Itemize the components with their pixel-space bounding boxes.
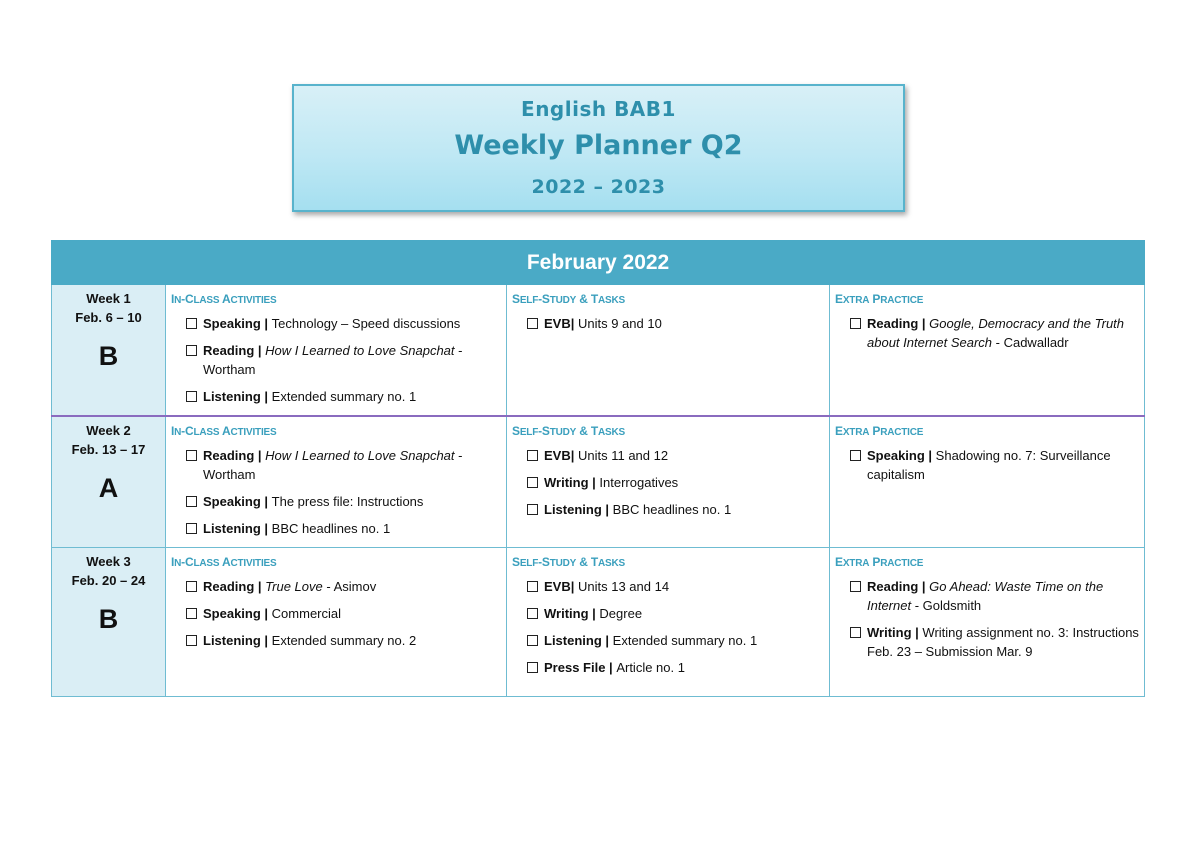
- checkbox[interactable]: [186, 496, 197, 507]
- extra-practice-list: [830, 314, 1144, 352]
- task-item: [507, 631, 829, 650]
- task-author: - Asimov: [322, 579, 377, 594]
- checkbox[interactable]: [186, 608, 197, 619]
- task-item: [166, 387, 506, 406]
- in-class-activities-list: [166, 314, 506, 406]
- checkbox[interactable]: [186, 450, 197, 461]
- self-study-tasks-heading: SELF-STUDY & TASKS: [512, 555, 626, 569]
- task-label: Writing: [544, 606, 589, 621]
- in-class-activities-cell: [166, 285, 507, 416]
- checkbox[interactable]: [527, 450, 538, 461]
- task-item: [166, 577, 506, 596]
- checkbox[interactable]: [186, 345, 197, 356]
- task-author: - Cadwalladr: [992, 335, 1069, 350]
- task-text: Units 11 and 12: [577, 447, 669, 463]
- extra-practice-heading: EXTRA PRACTICE: [835, 292, 924, 306]
- course-title: English BAB1: [521, 97, 676, 121]
- task-item: [507, 446, 829, 465]
- task-separator: |: [260, 493, 272, 509]
- task-title: Google, Democracy and the Truth about Internet Search: [867, 316, 1125, 350]
- extra-practice-cell: [830, 285, 1145, 416]
- task-label: Listening: [544, 633, 602, 648]
- task-separator: |: [601, 501, 613, 517]
- in-class-activities-heading: IN-CLASS ACTIVITIES: [171, 423, 277, 438]
- task-text: Units 13 and 14: [577, 579, 670, 594]
- checkbox[interactable]: [186, 523, 197, 534]
- task-separator: |: [260, 389, 272, 404]
- task-label: Listening: [203, 389, 261, 404]
- task-item: [507, 577, 829, 596]
- extra-practice-heading: EXTRA PRACTICE: [835, 423, 924, 438]
- extra-practice-list: [830, 446, 1144, 484]
- task-separator: |: [588, 474, 600, 490]
- task-separator: |: [260, 606, 272, 621]
- self-study-tasks-cell: [507, 285, 830, 416]
- task-item: [507, 473, 829, 492]
- task-separator: |: [924, 447, 936, 463]
- week-dates: Feb. 20 – 24: [71, 573, 146, 588]
- checkbox[interactable]: [527, 635, 538, 646]
- extra-practice-heading: EXTRA PRACTICE: [835, 555, 924, 569]
- task-separator: |: [254, 343, 266, 358]
- task-author: - Goldsmith: [911, 598, 982, 613]
- checkbox[interactable]: [527, 608, 538, 619]
- task-label: Reading: [867, 579, 919, 594]
- task-separator: |: [918, 316, 930, 331]
- task-label: EVB: [544, 447, 571, 463]
- week-number: Week 2: [86, 422, 131, 438]
- task-text: Extended summary no. 1: [271, 389, 417, 404]
- task-separator: |: [601, 633, 613, 648]
- planner-title-box: [292, 84, 905, 212]
- checkbox[interactable]: [850, 318, 861, 329]
- task-label: Speaking: [867, 447, 925, 463]
- checkbox[interactable]: [527, 318, 538, 329]
- task-title: How I Learned to Love Snapchat: [265, 343, 455, 358]
- task-item: [507, 604, 829, 623]
- task-label: Reading: [203, 579, 255, 594]
- task-separator: |: [254, 579, 266, 594]
- week-letter: A: [98, 472, 119, 503]
- task-label: Speaking: [203, 606, 261, 621]
- task-item: [830, 314, 1144, 352]
- task-text: Writing assignment no. 3: Instructions Feb. 23 – Submission Mar. 9: [867, 625, 1139, 659]
- checkbox[interactable]: [527, 504, 538, 515]
- week-number: Week 3: [86, 554, 131, 569]
- week-number: Week 1: [86, 291, 131, 306]
- in-class-activities-cell: [166, 548, 507, 697]
- in-class-activities-cell: [166, 416, 507, 548]
- week-letter: B: [98, 341, 119, 371]
- task-text: Extended summary no. 2: [271, 633, 417, 648]
- extra-practice-list: [830, 577, 1144, 661]
- extra-practice-cell: [830, 548, 1145, 697]
- weekly-planner-table: [51, 240, 1145, 697]
- task-author: - Wortham: [203, 343, 463, 377]
- task-separator: |: [260, 633, 272, 648]
- task-label: Listening: [203, 633, 261, 648]
- academic-year: 2022 – 2023: [531, 176, 666, 198]
- task-separator: |: [605, 660, 617, 675]
- task-item: [507, 500, 829, 519]
- task-label: Reading: [203, 447, 255, 463]
- task-text: Extended summary no. 1: [612, 633, 758, 648]
- task-title: True Love: [265, 579, 323, 594]
- week-dates: Feb. 6 – 10: [75, 310, 142, 325]
- week-row: [52, 285, 1145, 416]
- task-title: How I Learned to Love Snapchat: [265, 447, 455, 463]
- task-text: Technology – Speed discussions: [271, 316, 461, 331]
- task-label: Reading: [203, 343, 255, 358]
- in-class-activities-heading: IN-CLASS ACTIVITIES: [171, 555, 277, 569]
- task-separator: |: [570, 316, 578, 331]
- checkbox[interactable]: [186, 581, 197, 592]
- extra-practice-cell: [830, 416, 1145, 548]
- task-separator: |: [570, 579, 578, 594]
- month-header: February 2022: [52, 241, 1145, 285]
- self-study-tasks-cell: [507, 416, 830, 548]
- task-text: BBC headlines no. 1: [612, 501, 732, 517]
- week-row: [52, 548, 1145, 697]
- task-separator: |: [918, 579, 930, 594]
- task-item: [166, 314, 506, 333]
- self-study-tasks-heading: SELF-STUDY & TASKS: [512, 292, 626, 306]
- task-text: BBC headlines no. 1: [271, 520, 391, 536]
- task-text: The press file: Instructions: [271, 493, 424, 509]
- task-item: [166, 446, 506, 484]
- task-item: [507, 314, 829, 333]
- checkbox[interactable]: [186, 391, 197, 402]
- task-separator: |: [570, 447, 578, 463]
- task-label: Speaking: [203, 316, 261, 331]
- self-study-tasks-list: [507, 446, 829, 519]
- in-class-activities-list: [166, 577, 506, 650]
- week-row: [52, 416, 1145, 548]
- task-label: Writing: [867, 625, 912, 640]
- task-label: Press File: [544, 660, 606, 675]
- planner-title: Weekly Planner Q2: [454, 130, 743, 161]
- task-separator: |: [260, 316, 272, 331]
- task-item: [507, 658, 829, 677]
- week-letter: B: [98, 604, 119, 634]
- week-cell: [52, 548, 166, 697]
- week-cell: [52, 416, 166, 548]
- task-label: Writing: [544, 474, 589, 490]
- task-separator: |: [260, 520, 272, 536]
- task-label: Speaking: [203, 493, 261, 509]
- in-class-activities-heading: IN-CLASS ACTIVITIES: [171, 292, 277, 306]
- task-label: EVB: [544, 579, 571, 594]
- task-text: Shadowing no. 7: Surveillance capitalism: [867, 447, 1111, 482]
- task-separator: |: [588, 606, 600, 621]
- self-study-tasks-list: [507, 577, 829, 677]
- task-item: [166, 341, 506, 379]
- task-separator: |: [254, 447, 266, 463]
- task-text: Units 9 and 10: [577, 316, 662, 331]
- checkbox[interactable]: [527, 662, 538, 673]
- planner-body: [52, 285, 1145, 697]
- task-item: [830, 623, 1144, 661]
- task-label: Listening: [544, 501, 602, 517]
- task-title: Go Ahead: Waste Time on the Internet: [867, 579, 1104, 613]
- checkbox[interactable]: [186, 635, 197, 646]
- checkbox[interactable]: [527, 477, 538, 488]
- task-label: EVB: [544, 316, 571, 331]
- task-text: Degree: [599, 606, 643, 621]
- in-class-activities-list: [166, 446, 506, 538]
- self-study-tasks-heading: SELF-STUDY & TASKS: [512, 423, 626, 438]
- checkbox[interactable]: [186, 318, 197, 329]
- week-cell: [52, 285, 166, 416]
- task-item: [166, 492, 506, 511]
- self-study-tasks-list: [507, 314, 829, 333]
- task-item: [166, 631, 506, 650]
- task-item: [830, 577, 1144, 615]
- task-author: - Wortham: [203, 447, 463, 482]
- task-separator: |: [911, 625, 923, 640]
- task-label: Listening: [203, 520, 261, 536]
- week-dates: Feb. 13 – 17: [71, 441, 146, 457]
- checkbox[interactable]: [850, 627, 861, 638]
- task-item: [830, 446, 1144, 484]
- task-item: [166, 519, 506, 538]
- task-text: Article no. 1: [616, 660, 685, 675]
- checkbox[interactable]: [850, 581, 861, 592]
- self-study-tasks-cell: [507, 548, 830, 697]
- task-text: Commercial: [271, 606, 342, 621]
- task-item: [166, 604, 506, 623]
- task-text: Interrogatives: [599, 474, 679, 490]
- checkbox[interactable]: [850, 450, 861, 461]
- task-label: Reading: [867, 316, 919, 331]
- checkbox[interactable]: [527, 581, 538, 592]
